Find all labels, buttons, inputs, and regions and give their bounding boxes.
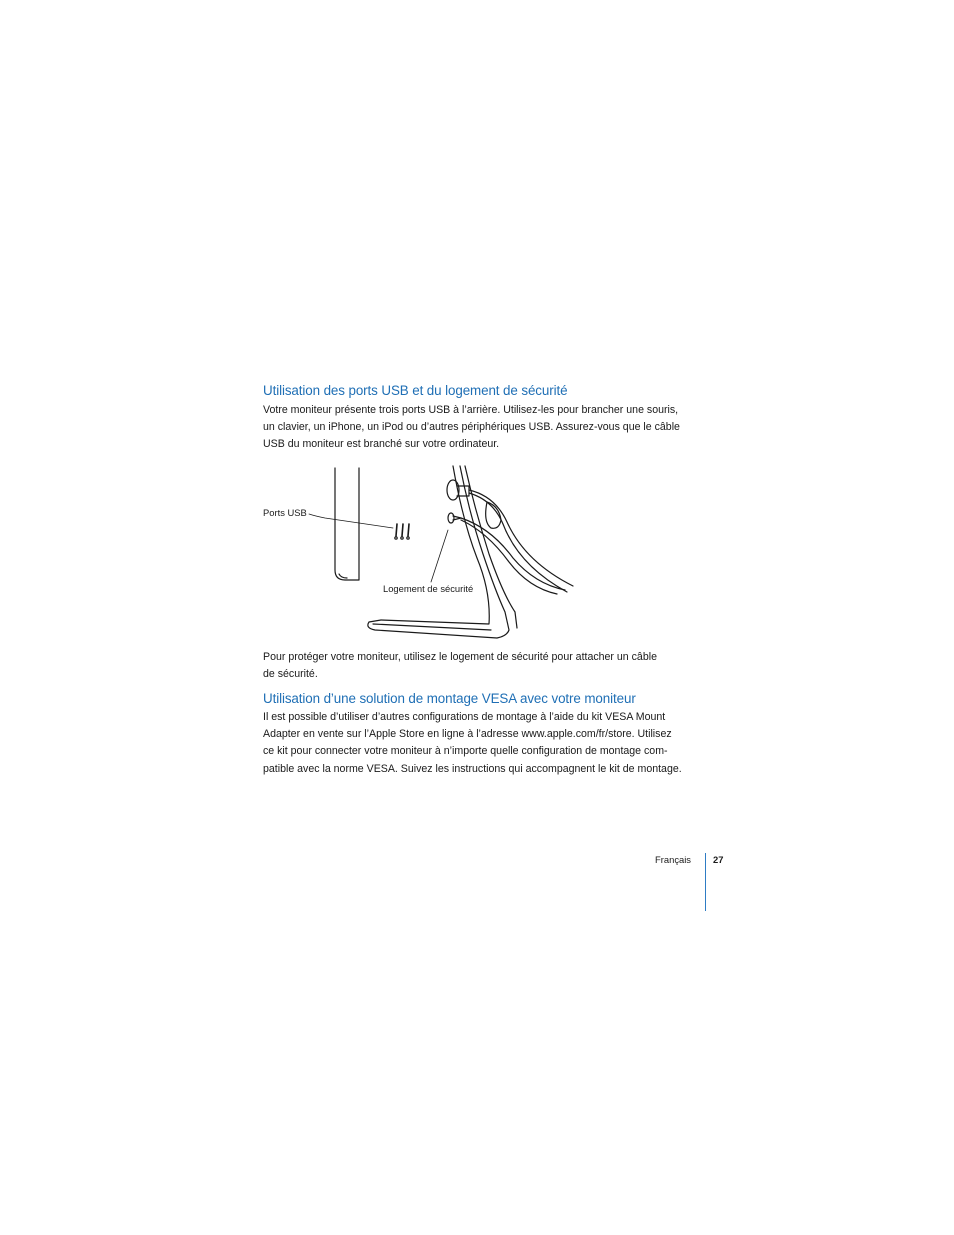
callout-usb-ports: Ports USB [263,507,307,518]
monitor-back-edge [335,468,359,580]
usb-leader-line [309,514,393,528]
paragraph-line: Adapter en vente sur l’Apple Store en ligne à l’adresse www.apple.com/fr/store. Utilisez [263,728,672,741]
security-slot-icon [448,513,454,523]
page-number: 27 [713,854,724,865]
paragraph-line: Il est possible d’utiliser d’autres configurations de montage à l’aide du kit VESA Mount [263,711,666,723]
paragraph-line: Votre moniteur présente trois ports USB à l’arrière. Utilisez-les pour brancher une souris, [263,404,679,416]
paragraph-usb-intro [263,402,680,454]
security-leader-line [431,530,448,582]
paragraph-line: patible avec la norme VESA. Suivez les instructions qui accompagnent le kit de montage. [263,762,682,775]
paragraph-security-cable [263,649,657,683]
paragraph-line: USB du moniteur est branché sur votre ordinateur. [263,438,500,451]
monitor-stand-drawing [255,462,585,642]
paragraph-line: de sécurité. [263,668,318,681]
monitor-rear-illustration [255,462,585,642]
paragraph-line: ce kit pour connecter votre moniteur à n’importe quelle configuration de montage com- [263,745,668,758]
footer-divider [705,853,706,911]
paragraph-line: Pour protéger votre moniteur, utilisez le logement de sécurité pour attacher un câble [263,651,657,663]
section-heading-vesa: Utilisation d’une solution de montage VESA avec votre moniteur [263,691,636,706]
paragraph-line: un clavier, un iPhone, un iPod ou d’autres périphériques USB. Assurez-vous que le câble [263,421,680,434]
usb-ports-icon [396,524,409,536]
footer-language: Français [655,854,691,865]
paragraph-vesa [263,709,682,778]
callout-security-slot: Logement de sécurité [383,583,474,594]
section-heading-usb-security: Utilisation des ports USB et du logement de sécurité [263,383,568,398]
